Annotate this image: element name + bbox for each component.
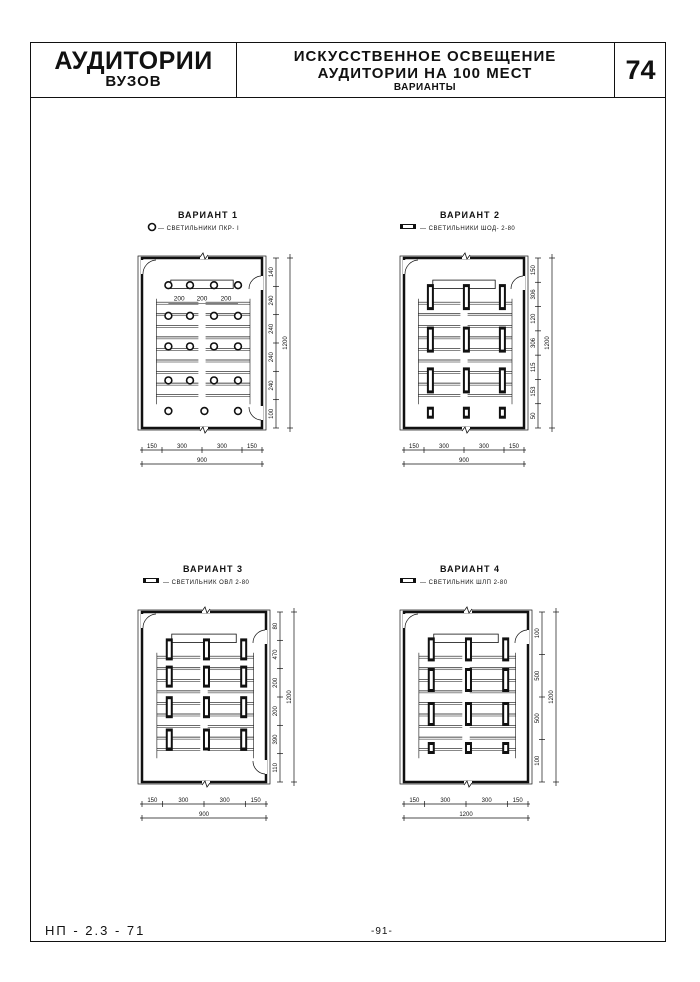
door-opening	[525, 630, 529, 644]
dimension-bottom-label: 300	[178, 798, 189, 804]
dimension-right-label: 100	[535, 628, 541, 639]
dimension-right-label: 500	[535, 670, 541, 681]
dimension-bottom-label: 300	[440, 798, 451, 804]
total-height-label: 1200	[549, 690, 555, 704]
dimension-right-label: 500	[535, 713, 541, 724]
round-luminaire	[165, 408, 172, 415]
total-height-label: 1200	[283, 336, 289, 350]
room-walls	[142, 258, 262, 428]
dimension-right-label: 240	[269, 352, 275, 363]
dimension-bottom-label: 150	[146, 444, 158, 450]
variant-title: ВАРИАНТ 4	[439, 564, 501, 574]
round-luminaire	[165, 377, 172, 384]
bar-luminaire-lamp	[504, 745, 507, 751]
total-width-label: 900	[458, 458, 470, 464]
bar-luminaire-lamp	[467, 640, 470, 658]
plan-variant-2	[400, 210, 555, 467]
dimension-right-label: 140	[269, 267, 275, 278]
bar-luminaire-lamp	[168, 699, 171, 715]
bar-luminaire-lamp	[205, 669, 208, 685]
round-luminaire	[235, 377, 242, 384]
dimension-bottom-label: 150	[408, 444, 420, 450]
bar-luminaire-lamp	[467, 671, 470, 689]
lecture-desk	[171, 280, 233, 289]
bar-luminaire-lamp	[429, 330, 432, 350]
standard-code: НП - 2.3 - 71	[45, 923, 146, 938]
round-luminaire	[211, 343, 218, 350]
dimension-right-label: 470	[273, 649, 279, 660]
bar-luminaire-lamp	[168, 669, 171, 685]
plan-variant-4	[400, 564, 559, 821]
bar-luminaire-lamp	[465, 410, 468, 416]
bar-luminaire-inner	[403, 225, 413, 228]
bar-luminaire-lamp	[430, 640, 433, 658]
spacing-label: 200	[196, 295, 208, 303]
dimension-right-label: 240	[269, 295, 275, 306]
bar-luminaire-lamp	[504, 705, 507, 723]
round-luminaire	[235, 343, 242, 350]
dimension-right-label: 80	[273, 622, 279, 630]
plan-variant-3	[138, 564, 297, 821]
bar-luminaire-lamp	[467, 705, 470, 723]
bar-luminaire-lamp	[467, 745, 470, 751]
sheet-title-line1: ИСКУССТВЕННОЕ ОСВЕЩЕНИЕ	[293, 48, 557, 65]
spacing-label: 200	[220, 295, 232, 303]
dimension-bottom-label: 150	[250, 798, 261, 804]
bar-luminaire-lamp	[501, 370, 504, 390]
bar-luminaire-lamp	[465, 370, 468, 390]
dimension-right-label: 115	[531, 362, 537, 373]
door-opening	[263, 630, 267, 644]
round-luminaire	[211, 312, 218, 319]
door-opening	[521, 276, 525, 290]
dimension-bottom-label: 300	[216, 444, 228, 450]
bar-luminaire-lamp	[205, 641, 208, 657]
round-luminaire	[187, 343, 194, 350]
bar-luminaire-lamp	[465, 330, 468, 350]
sheet-title-line2: АУДИТОРИИ НА 100 МЕСТ	[317, 65, 533, 82]
variant-legend: — СВЕТИЛЬНИКИ ПКР- I	[158, 226, 240, 232]
total-height-label: 1200	[287, 690, 293, 704]
variant-legend: — СВЕТИЛЬНИК ОВЛ 2-80	[163, 580, 250, 586]
variant-title: ВАРИАНТ 1	[177, 210, 239, 220]
dimension-right-label: 153	[531, 386, 537, 397]
bar-luminaire-inner	[403, 579, 413, 582]
dimension-right-label: 390	[273, 734, 279, 745]
plan-variant-1	[138, 210, 293, 467]
spacing-label: 200	[173, 295, 185, 303]
bar-luminaire-lamp	[430, 705, 433, 723]
round-luminaire	[187, 312, 194, 319]
door-opening	[259, 406, 263, 420]
bar-luminaire-lamp	[429, 370, 432, 390]
dimension-right-label: 200	[273, 677, 279, 688]
sheet-subtitle: ВАРИАНТЫ	[393, 82, 457, 93]
dimension-right-label: 50	[531, 412, 537, 420]
bar-luminaire-lamp	[242, 699, 245, 715]
bar-luminaire-lamp	[504, 671, 507, 689]
bar-luminaire-lamp	[501, 330, 504, 350]
dimension-right-label: 240	[269, 380, 275, 391]
bar-luminaire-lamp	[501, 410, 504, 416]
dimension-bottom-label: 150	[508, 444, 520, 450]
sheet-number: 74	[625, 55, 656, 85]
bar-luminaire-lamp	[168, 732, 171, 748]
variant-legend: — СВЕТИЛЬНИК ШЛП 2-80	[420, 580, 508, 586]
dimension-bottom-label: 300	[219, 798, 230, 804]
total-width-label: 1200	[459, 812, 473, 818]
round-luminaire	[235, 408, 242, 415]
dimension-right-label: 306	[531, 289, 537, 300]
page-number: -91-	[371, 926, 393, 937]
dimension-bottom-label: 150	[409, 798, 420, 804]
dimension-right-label: 306	[531, 337, 537, 349]
round-luminaire	[235, 312, 242, 319]
bar-luminaire-lamp	[430, 745, 433, 751]
bar-luminaire-lamp	[205, 732, 208, 748]
bar-luminaire-inner	[146, 579, 156, 582]
dimension-bottom-label: 150	[512, 798, 523, 804]
bar-luminaire-lamp	[242, 669, 245, 685]
dimension-right-label: 200	[273, 706, 279, 717]
bar-luminaire-lamp	[168, 641, 171, 657]
variant-title: ВАРИАНТ 2	[439, 210, 501, 220]
dimension-bottom-label: 300	[176, 444, 188, 450]
total-width-label: 900	[198, 812, 210, 818]
bar-luminaire-lamp	[242, 732, 245, 748]
dimension-bottom-label: 150	[147, 798, 158, 804]
round-luminaire	[165, 312, 172, 319]
dimension-right-label: 240	[269, 323, 275, 334]
round-luminaire	[187, 377, 194, 384]
dimension-bottom-label: 300	[481, 798, 492, 804]
room-outer-line	[138, 256, 266, 430]
bar-luminaire-lamp	[430, 671, 433, 689]
round-luminaire-icon	[149, 224, 156, 231]
round-luminaire	[165, 343, 172, 350]
dimension-right-label: 100	[269, 408, 275, 419]
dimension-right-label: 150	[531, 265, 537, 276]
variant-legend: — СВЕТИЛЬНИКИ ШОД- 2-80	[420, 226, 516, 232]
round-luminaire	[201, 408, 208, 415]
room-outer-line	[400, 610, 532, 784]
variant-title: ВАРИАНТ 3	[182, 564, 244, 574]
round-luminaire	[211, 377, 218, 384]
section-subtitle: ВУЗОВ	[105, 73, 162, 90]
round-luminaire	[235, 282, 242, 289]
bar-luminaire-lamp	[465, 287, 468, 307]
bar-luminaire-lamp	[242, 641, 245, 657]
dimension-right-label: 100	[535, 755, 541, 766]
door-opening	[259, 276, 263, 290]
dimension-right-label: 110	[273, 763, 279, 773]
bar-luminaire-lamp	[501, 287, 504, 307]
bar-luminaire-lamp	[205, 699, 208, 715]
total-width-label: 900	[196, 458, 208, 464]
dimension-bottom-label: 300	[438, 444, 450, 450]
round-luminaire	[187, 282, 194, 289]
bar-luminaire-lamp	[504, 640, 507, 658]
bar-luminaire-lamp	[429, 287, 432, 307]
total-height-label: 1200	[545, 336, 551, 350]
round-luminaire	[165, 282, 172, 289]
door-opening	[263, 760, 267, 774]
dimension-bottom-label: 300	[478, 444, 490, 450]
section-title: АУДИТОРИИ	[54, 47, 213, 75]
round-luminaire	[211, 282, 218, 289]
dimension-bottom-label: 150	[246, 444, 258, 450]
dimension-right-label: 120	[531, 313, 537, 324]
bar-luminaire-lamp	[429, 410, 432, 416]
